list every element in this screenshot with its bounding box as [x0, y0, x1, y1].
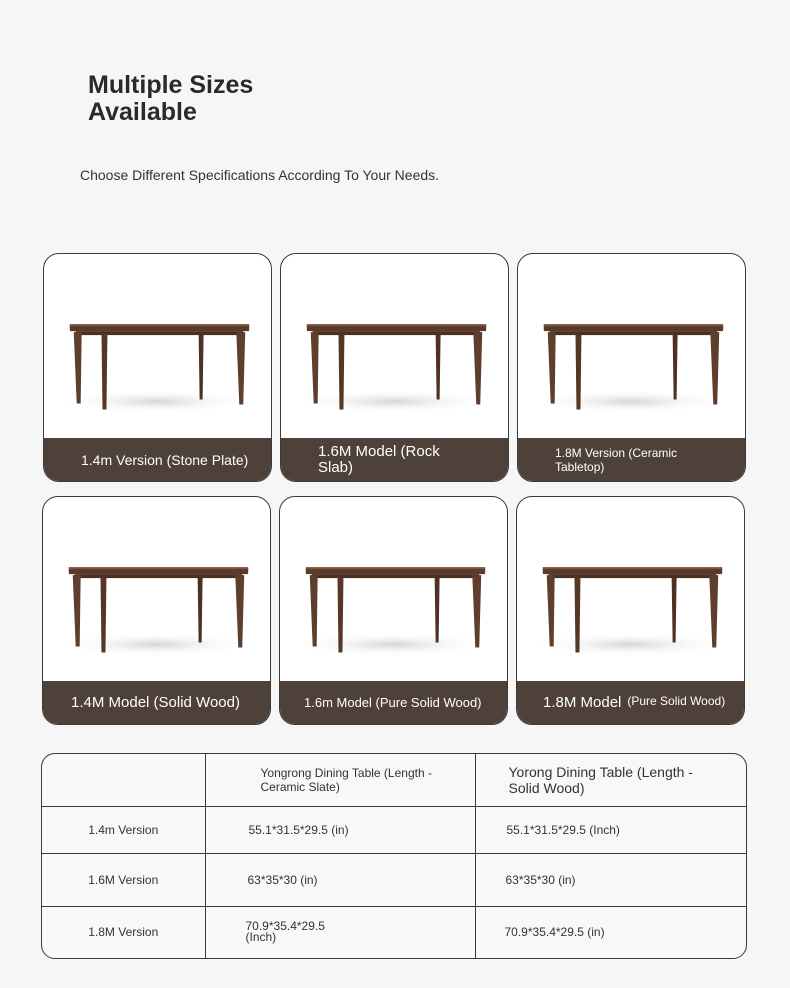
- row-dimensions-slate: 55.1*31.5*29.5 (in): [205, 806, 475, 853]
- product-caption: 1.6m Model (Pure Solid Wood): [304, 695, 482, 710]
- table-header-cell: [42, 754, 205, 806]
- dining-table-image: [43, 497, 270, 683]
- header-ceramic-slate: Yongrong Dining Table (Length - Ceramic Slate): [260, 765, 432, 794]
- table-header-cell: [475, 754, 746, 806]
- dining-table-image: [281, 254, 508, 440]
- product-caption-main: 1.8M Model: [543, 694, 622, 711]
- product-card-1-8m-ceramic[interactable]: [517, 253, 746, 482]
- dining-table-image: [518, 254, 745, 440]
- row-version: 1.4m Version: [42, 806, 205, 853]
- row-dimensions-wood: 63*35*30 (in): [475, 853, 746, 906]
- product-caption: 1.8M Version (Ceramic Tabletop): [555, 445, 678, 474]
- product-card-1-4m-stone[interactable]: [43, 253, 272, 482]
- dining-table-image: [44, 254, 271, 440]
- product-card-1-4m-solid-wood[interactable]: [42, 496, 271, 725]
- product-card-1-6m-pure-solid-wood[interactable]: [279, 496, 508, 725]
- product-caption-sub: (Pure Solid Wood): [627, 693, 726, 708]
- table-header-cell: [205, 754, 475, 806]
- row-dimensions-wood: 55.1*31.5*29.5 (Inch): [475, 806, 746, 853]
- row-dimensions-slate: 70.9*35.4*29.5 (Inch): [245, 919, 325, 945]
- product-caption: 1.6M Model (Rock Slab): [318, 442, 440, 476]
- table-row: [42, 853, 746, 906]
- header-solid-wood: Yorong Dining Table (Length - Solid Wood): [508, 763, 693, 796]
- page-title: Multiple Sizes Available: [88, 71, 254, 126]
- table-row: [42, 906, 746, 958]
- product-card-1-6m-rock-slab[interactable]: [280, 253, 509, 482]
- table-row: [42, 806, 746, 853]
- row-version: 1.8M Version: [42, 906, 205, 958]
- product-caption: 1.4M Model (Solid Wood): [71, 694, 240, 711]
- product-card-1-8m-pure-solid-wood[interactable]: [516, 496, 745, 725]
- row-dimensions-slate-cell: [205, 906, 475, 958]
- product-caption: 1.4m Version (Stone Plate): [81, 451, 249, 468]
- dining-table-image: [280, 497, 507, 683]
- row-version: 1.6M Version: [42, 853, 205, 906]
- dining-table-image: [517, 497, 744, 683]
- size-spec-table: [41, 753, 747, 959]
- table-header-row: [42, 754, 746, 806]
- row-dimensions-wood: 70.9*35.4*29.5 (in): [475, 906, 746, 958]
- row-dimensions-slate: 63*35*30 (in): [205, 853, 475, 906]
- page-subtitle: Choose Different Specifications According To Your Needs.: [80, 167, 440, 183]
